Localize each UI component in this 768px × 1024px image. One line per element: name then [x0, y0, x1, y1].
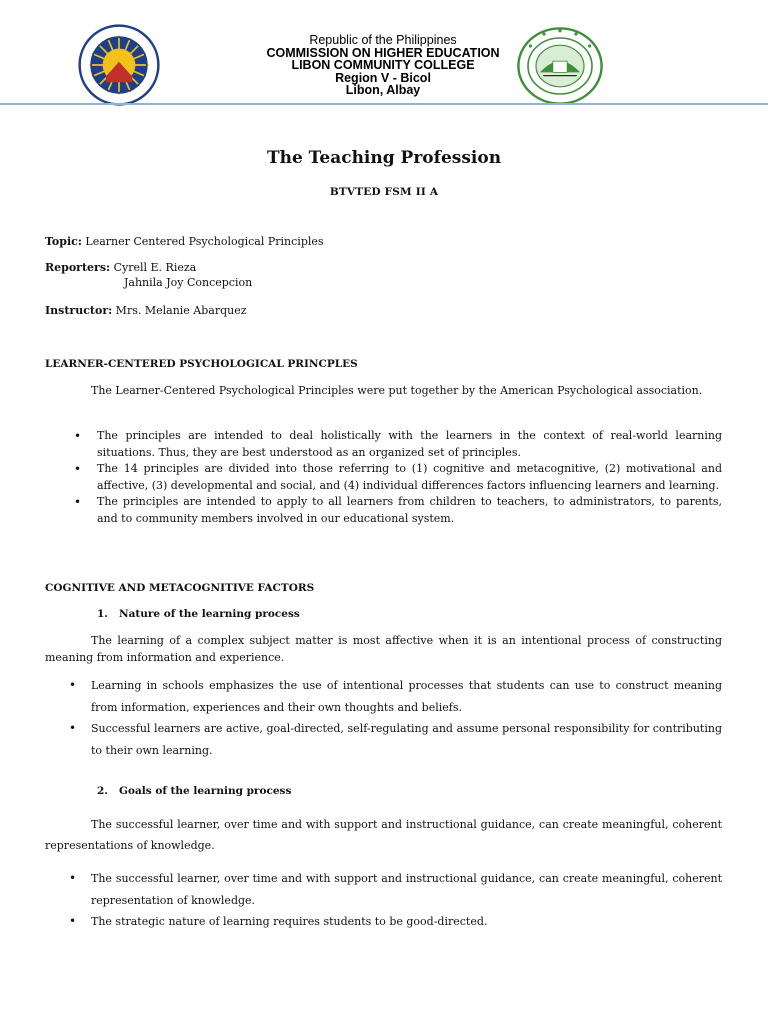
list-item: • The strategic nature of learning requires students to be good-directed.: [45, 911, 722, 933]
subheading-title: Nature of the learning process: [119, 608, 300, 620]
college-line: LIBON COMMUNITY COLLEGE: [291, 58, 475, 73]
class-section: BTVTED FSM II A: [329, 186, 439, 198]
ched-line: COMMISSION ON HIGHER EDUCATION: [266, 45, 500, 60]
subheading-number: 1.: [97, 608, 108, 620]
topic-value: Learner Centered Psychological Principles: [81, 235, 324, 248]
list-item: • The successful learner, over time and with support and instructional guidance, can create meaningful, coherent representation of knowledge.: [45, 868, 722, 911]
reporters-label: Reporters:: [45, 261, 111, 274]
document-title: The Teaching Profession: [266, 148, 502, 168]
header-divider: [0, 103, 768, 105]
topic-line: [45, 234, 722, 251]
reporter-1: Cyrell E. Rieza: [110, 261, 197, 274]
principles-list: [45, 428, 722, 527]
instructor-value: Mrs. Melanie Abarquez: [112, 304, 247, 317]
instructor-line: [45, 303, 722, 320]
ched-seal-icon: [78, 24, 160, 106]
lcc-seal-icon: [515, 26, 605, 106]
section-heading-principles: LEARNER-CENTERED PSYCHOLOGICAL PRINCPLES: [45, 358, 358, 370]
list-item: • The 14 principles are divided into those referring to (1) cognitive and metacognitive, (2) motivational and affective, (3) developmental and social, and (4) individual differences factors influencing learners and learning.: [45, 461, 722, 494]
list-item: • The principles are intended to apply to all learners from children to teachers, to administrators, to parents, and to community members involved in our educational system.: [45, 494, 722, 527]
nature-list: [45, 675, 722, 761]
subheading-nature: [97, 608, 300, 620]
letterhead: [0, 0, 768, 108]
goals-list: [45, 868, 722, 933]
institution-header: [230, 34, 536, 97]
instructor-label: Instructor:: [45, 304, 113, 317]
list-item: • Successful learners are active, goal-directed, self-regulating and assume personal responsibility for contributing to their own learning.: [45, 718, 722, 761]
republic-line: Republic of the Philippines: [309, 33, 457, 47]
goals-paragraph: The successful learner, over time and with support and instructional guidance, can create meaningful, coherent representations of knowledge.: [45, 818, 722, 852]
subheading-goals: [97, 785, 291, 797]
section-heading-cognitive: COGNITIVE AND METACOGNITIVE FACTORS: [45, 582, 315, 594]
list-item: • Learning in schools emphasizes the use of intentional processes that students can use to construct meaning from information, experiences and their own thoughts and beliefs.: [45, 675, 722, 718]
location-line: Libon, Albay: [345, 83, 421, 98]
topic-label: Topic:: [45, 235, 82, 248]
nature-paragraph: The learning of a complex subject matter is most affective when it is an intentional process of constructing meaning from information and experience.: [45, 634, 722, 664]
reporter-2: Jahnila Joy Concepcion: [124, 276, 253, 289]
list-item: • The principles are intended to deal holistically with the learners in the context of real-world learning situations. Thus, they are best understood as an organized set of principles.: [45, 428, 722, 461]
region-line: Region V - Bicol: [335, 70, 431, 85]
subheading-title: Goals of the learning process: [119, 785, 292, 797]
principles-intro: The Learner-Centered Psychological Principles were put together by the American Psychological association.: [91, 384, 703, 397]
subheading-number: 2.: [97, 785, 108, 797]
